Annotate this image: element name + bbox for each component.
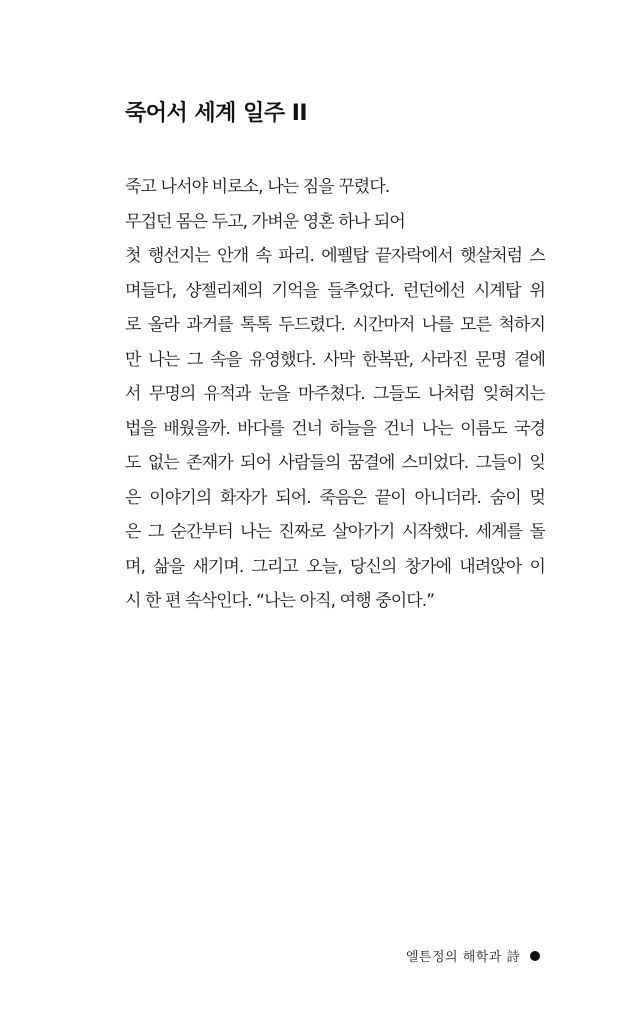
poem-line: 도 없는 존재가 되어 사람들의 꿈결에 스미었다. 그들이 잊 — [125, 453, 545, 473]
poem-line: 은 그 순간부터 나는 진짜로 살아가기 시작했다. 세계를 돌 — [125, 522, 545, 542]
poem-line: 며, 삶을 새기며. 그리고 오늘, 당신의 창가에 내려앉아 이 — [125, 556, 545, 577]
poem-line: 며들다, 샹젤리제의 기억을 들추었다. 런던에선 시계탑 위 — [125, 280, 545, 301]
poem-line: 무겁던 몸은 두고, 가벼운 영혼 하나 되어 — [125, 211, 405, 232]
poem-line: 로 올라 과거를 톡톡 두드렸다. 시간마저 나를 모른 척하지 — [125, 315, 545, 335]
book-title-footer: 엘튼정의 해학과 詩 — [405, 950, 520, 965]
poem-line: 시 한 편 속삭인다. “나는 아직, 여행 중이다.” — [125, 591, 435, 611]
poem-body — [125, 170, 545, 619]
poem-title: 죽어서 세계 일주 II — [125, 101, 308, 126]
page-footer — [406, 946, 540, 965]
poem-line: 법을 배웠을까. 바다를 건너 하늘을 건너 나는 이름도 국경 — [125, 418, 545, 439]
poem-line: 죽고 나서야 비로소, 나는 짐을 꾸렸다. — [125, 177, 390, 197]
filled-circle-icon — [530, 951, 540, 961]
poem-line: 은 이야기의 화자가 되어. 죽음은 끝이 아니더라. 숨이 멎 — [125, 487, 545, 508]
poem-line: 첫 행선지는 안개 속 파리. 에펠탑 끝자락에서 햇살처럼 스 — [125, 246, 545, 266]
poem-line: 서 무명의 유적과 눈을 마주쳤다. 그들도 나처럼 잊혀지는 — [125, 384, 545, 404]
poem-line: 만 나는 그 속을 유영했다. 사막 한복판, 사라진 문명 곁에 — [125, 349, 545, 370]
